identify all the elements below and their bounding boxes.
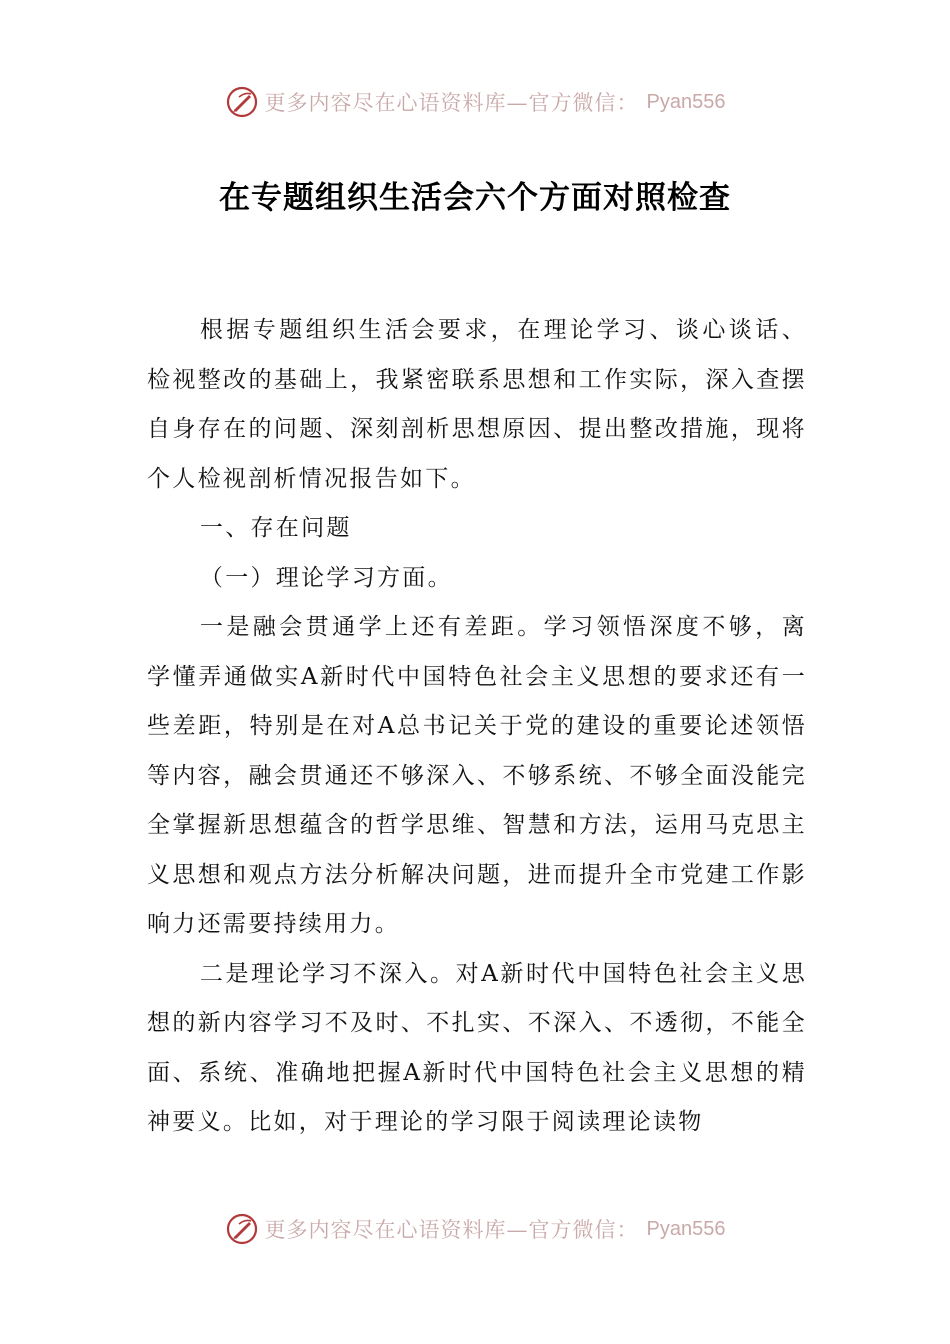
quill-logo-icon: [225, 1212, 259, 1246]
watermark-text: 更多内容尽在心语资料库—官方微信：: [264, 1218, 639, 1242]
heading-subsection-1: （一）理论学习方面。: [199, 564, 453, 591]
header-watermark: [0, 82, 950, 122]
watermark-wechat-id: Pyan556: [646, 1217, 726, 1240]
heading-section-1: 一、存在问题: [199, 515, 352, 541]
footer-watermark: [0, 1209, 950, 1249]
paragraph-point-1: 一是融会贯通学上还有差距。学习领悟深度不够，离学懂弄通做实A新时代中国特色社会主义思想的要求还有一些差距，特别是在对A总书记关于党的建设的重要论述领悟等内容，融会贯通还不够深入、不够系统、不够全面没能完全掌握新思想蕴含的哲学思维、智慧和方法，运用马克思主义思想和观点方法分析解决问题，进而提升全市党建工作影响力还需要持续用力。: [147, 614, 807, 937]
paragraph-intro: 根据专题组织生活会要求，在理论学习、谈心谈话、检视整改的基础上，我紧密联系思想和工作实际，深入查摆自身存在的问题、深刻剖析思想原因、提出整改措施，现将个人检视剖析情况报告如下。: [147, 317, 807, 492]
document-body: [147, 306, 807, 1148]
watermark-wechat-id: Pyan556: [646, 90, 726, 113]
quill-logo-icon: [225, 85, 259, 119]
paragraph-point-2: 二是理论学习不深入。对A新时代中国特色社会主义思想的新内容学习不及时、不扎实、不深入、不透彻，不能全面、系统、准确地把握A新时代中国特色社会主义思想的精神要义。比如，对于理论的学习限于阅读理论读物: [147, 960, 807, 1135]
document-title: 在专题组织生活会六个方面对照检查: [219, 180, 731, 216]
watermark-text: 更多内容尽在心语资料库—官方微信：: [264, 91, 639, 115]
